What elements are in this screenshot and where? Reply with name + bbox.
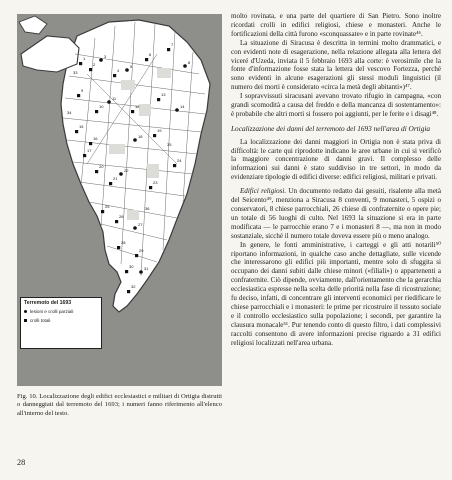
- map-number: 3: [104, 54, 107, 59]
- map-number: 9: [81, 88, 84, 93]
- fortification-left: [19, 16, 47, 34]
- map-number: 19: [157, 128, 162, 133]
- map-number: 28: [121, 240, 126, 245]
- map-number: 35: [167, 142, 172, 147]
- map-number: 10: [99, 104, 104, 109]
- legend-title: Terremoto del 1693: [24, 300, 72, 306]
- map-number: 26: [119, 214, 124, 219]
- paragraph: La situazione di Siracusa è descritta in termini molto drammatici, e con evidenti note di esagerazione, nella relazione allegata alla lettera del viceré d'Uzeda, inviata il 5 febbraio 1693 alla corte: è verosimile che la fonte d'informazione fosse stata la lettera del vescovo Fortezza, perché sono evidenti in alcune esagerazioni gli stessi moduli linguistici (il numero dei morti è considerato «circa la metà degli abitanti»)⁴⁷.: [231, 38, 441, 92]
- map-number: 4: [117, 68, 120, 73]
- map-number: 13: [161, 92, 166, 97]
- figure-caption: Fig. 10. Localizzazione degli edifici ecclesiastici e militari di Ortigia distrutti o danneggiati dal terremoto del 1693; i numeri fanno riferimento all'elenco all'interno del testo.: [17, 393, 222, 417]
- map-number: 14: [180, 104, 185, 109]
- map-number: 29: [139, 248, 144, 253]
- map-number: 2: [93, 62, 96, 67]
- map-number: 24: [177, 158, 182, 163]
- legend-item-total: [24, 318, 98, 324]
- map-number: 33: [73, 70, 78, 75]
- legend-label: crolli totali: [30, 317, 51, 323]
- square-marker-icon: [24, 319, 27, 322]
- paragraph: molto rovinata, e una parte del quartiere di San Pietro. Sono inoltre ricordati crolli in edifici religiosi, chiese e monasteri. Anche le fortificazioni della città furono «sconquassate» e in parte rovinate⁴⁶.: [231, 12, 441, 38]
- map-number: 6: [149, 52, 152, 57]
- map-number: 27: [138, 222, 143, 227]
- map-figure: [17, 14, 222, 386]
- map-number: 7: [171, 42, 174, 47]
- circle-marker-icon: [24, 310, 27, 313]
- map-number: 20: [99, 164, 104, 169]
- map-number: 12: [135, 104, 140, 109]
- map-number: 1: [83, 56, 86, 61]
- paragraph: I sopravvissuti siracusani avevano trovato rifugio in campagna, «con grandi scomodità a causa del freddo e della mancanza di sostentamento»: è probabile che altri morti si fossero poi aggiunti, per le ferite e i disagi⁴⁸.: [231, 92, 441, 118]
- map-number: 30: [129, 264, 134, 269]
- text-column: [231, 12, 441, 347]
- paragraph: [231, 187, 441, 240]
- map-number: 17: [87, 148, 92, 153]
- paragraph-body: Un documento redatto dai gesuiti, risalente alla metà del Seicento⁴⁹, menziona a Siracusa 8 conventi, 9 monasteri, 5 ospizi o conservatori, 8 chiese parrocchiali, 26 chiese di confraternite o opere pie; un totale di 56 luoghi di culto. Nel 1693 la situazione si era in parte modificata — le parrocchie erano 7 e i monasteri 8 —, ma non in modo sostanziale, sicché il numero totale doveva essere più o meno analogo.: [231, 187, 441, 240]
- legend-label: lesioni e crolli parziali: [30, 309, 74, 315]
- map-legend: [20, 297, 102, 349]
- map-number: 31: [144, 266, 149, 271]
- map-number: 25: [105, 204, 110, 209]
- fortification-top: [21, 36, 79, 72]
- map-number: 11: [112, 96, 117, 101]
- map-number: 23: [153, 180, 158, 185]
- map-number: 8: [188, 60, 191, 65]
- legend-item-partial: [24, 309, 98, 315]
- map-number: 16: [93, 136, 98, 141]
- map-number: 18: [138, 134, 143, 139]
- paragraph: La localizzazione dei danni maggiori in Ortigia non è stata priva di difficoltà: le carte qui riprodotte indicano le aree urbane in cui si verificò la maggiore concentrazione di danni gravi. Il complesso delle informazioni sui danni è stato suddiviso in tre settori, in modo da evidenziare tipologie di edifici diverse: edifici religiosi, militari e privati.: [231, 137, 441, 182]
- section-heading: Localizzazione dei danni del terremoto del 1693 nell'area di Ortigia: [231, 123, 431, 133]
- paragraph-lead: Edifici religiosi.: [240, 187, 287, 196]
- map-number: 34: [67, 110, 72, 115]
- map-number: 21: [113, 176, 118, 181]
- map-number: 5: [130, 64, 133, 69]
- map-number: 22: [124, 168, 129, 173]
- paragraph: In genere, le fonti amministrative, i carteggi e gli atti notarili⁵⁰ riportano informazioni, in qualche caso anche dettagliate, sulle vicende che interessarono gli edifici più importanti, mentre solo di sfuggita si occupano dei danni subiti dalle chiese minori («filiali») o appartenenti a confraternite. Ciò dipende, ovviamente, dall'orientamento che la gerarchia ecclesiastica espresse nella scelta delle priorità nella fase di ricostruzione; fu deciso, infatti, di concentrare gli interventi economici per riedificare le chiese parrocchiali e i monasteri: le prime per ricostruire il tessuto sociale e il controllo ecclesiastico sulla popolazione; i secondi, per garantire la clausura monacale⁵¹. Pur tenendo conto di questo filtro, i dati complessivi raccolti consentono di avere informazioni precise riguardo a 31 edifici religiosi localizzati nell'area urbana.: [231, 240, 441, 347]
- map-number: 32: [131, 284, 136, 289]
- map-number: 36: [145, 206, 150, 211]
- map-number: 15: [79, 124, 84, 129]
- page-number: 28: [17, 458, 26, 467]
